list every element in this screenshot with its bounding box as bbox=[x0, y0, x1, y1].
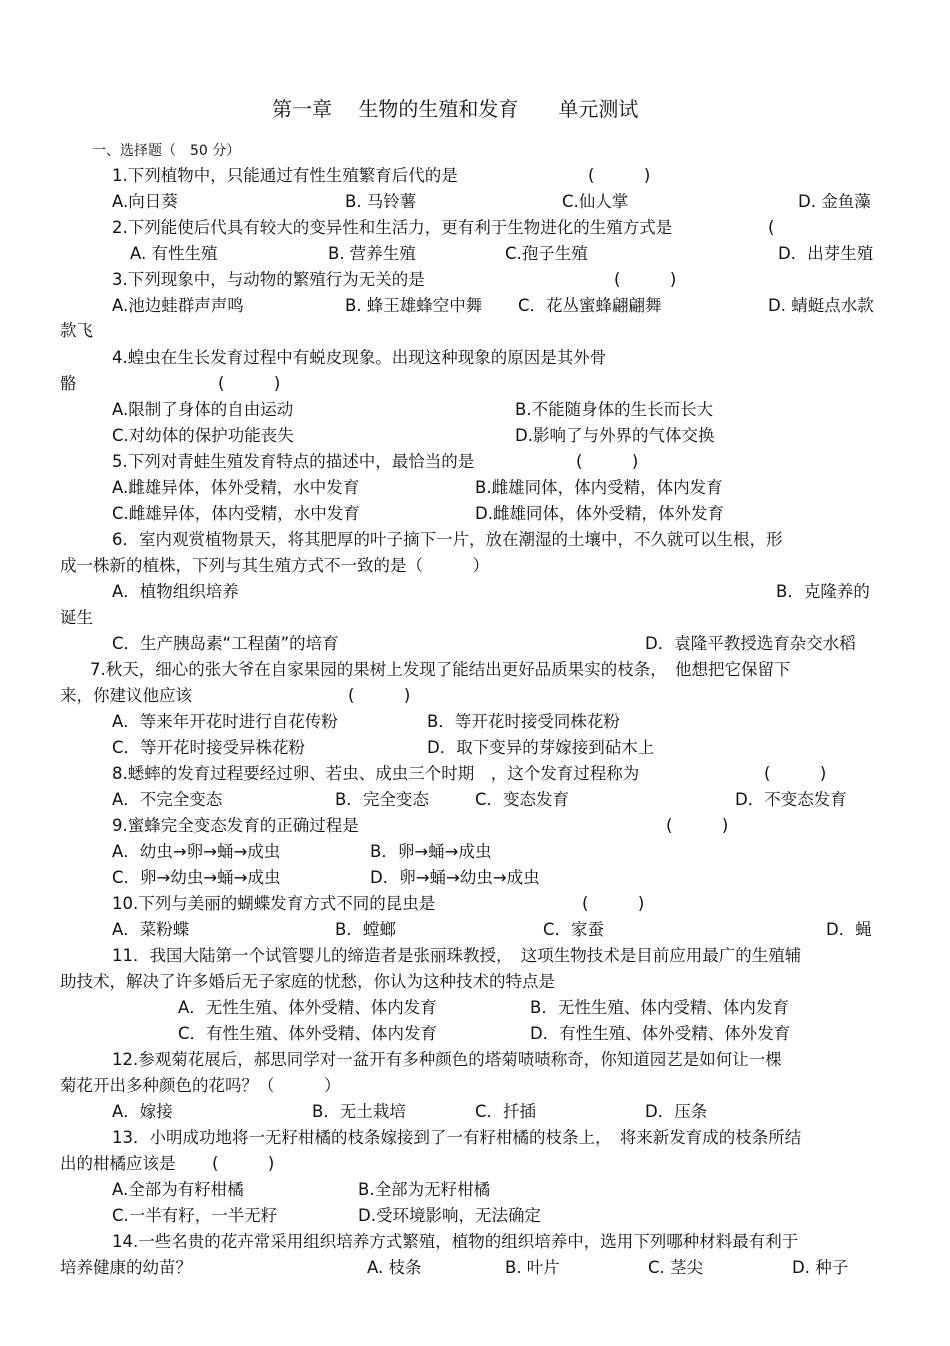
q6-option-c: C．生产胰岛素“工程菌”的培育 bbox=[112, 634, 339, 653]
q14-option-c: C. 茎尖 bbox=[648, 1258, 704, 1277]
q8-option-a: A．不完全变态 bbox=[112, 790, 223, 809]
q6-option-b-continued: 诞生 bbox=[60, 608, 93, 627]
q12-option-b: B．无土栽培 bbox=[312, 1102, 406, 1121]
q5-option-a: A.雌雄异体，体外受精，水中发育 bbox=[112, 478, 360, 497]
question-13-stem: 13．小明成功地将一无籽柑橘的枝条嫁接到了一有籽柑橘的枝条上， 将来新发育成的枝条所结 bbox=[112, 1128, 802, 1147]
q4-option-d: D.影响了与外界的气体交换 bbox=[515, 426, 715, 445]
q12-option-d: D．压条 bbox=[645, 1102, 708, 1121]
q5-option-b: B.雌雄同体，体内受精，体内发育 bbox=[475, 478, 723, 497]
q2-option-d: D．出芽生殖 bbox=[778, 244, 874, 263]
q7-option-c: C．等开花时接受异株花粉 bbox=[112, 738, 306, 757]
question-4-stem: 4.蝗虫在生长发育过程中有蜕皮现象。出现这种现象的原因是其外骨 bbox=[112, 348, 607, 367]
q8-option-b: B．完全变态 bbox=[335, 790, 429, 809]
question-1-stem: 1.下列植物中，只能通过有性生殖繁育后代的是 bbox=[112, 166, 458, 185]
q9-option-c: C．卵→幼虫→蛹→成虫 bbox=[112, 868, 281, 887]
q9-option-a: A．幼虫→卵→蛹→成虫 bbox=[112, 842, 281, 861]
question-9-stem: 9.蜜蜂完全变态发育的正确过程是 bbox=[112, 816, 359, 835]
q7-option-b: B．等开花时接受同株花粉 bbox=[427, 712, 620, 731]
q12-option-a: A．嫁接 bbox=[112, 1102, 173, 1121]
question-6-continued: 成一株新的植株，下列与其生殖方式不一致的是（ ） bbox=[60, 556, 489, 575]
question-2-paren: ( bbox=[768, 218, 775, 237]
q14-option-a: A. 枝条 bbox=[367, 1258, 422, 1277]
q11-option-a: A．无性生殖、体外受精、体内发育 bbox=[178, 998, 437, 1017]
question-13-continued: 出的柑橘应该是 bbox=[60, 1154, 176, 1173]
q4-option-b: B.不能随身体的生长而长大 bbox=[515, 400, 714, 419]
q13-option-c: C.一半有籽，一半无籽 bbox=[112, 1206, 278, 1225]
q10-option-d: D．蝇 bbox=[826, 920, 872, 939]
q11-option-d: D．有性生殖、体外受精、体外发育 bbox=[530, 1024, 791, 1043]
q2-option-b: B. 营养生殖 bbox=[328, 244, 416, 263]
q1-option-d: D. 金鱼藻 bbox=[798, 192, 871, 211]
q10-option-a: A．菜粉蝶 bbox=[112, 920, 190, 939]
question-2-stem: 2.下列能使后代具有较大的变异性和生活力，更有利于生物进化的生殖方式是 bbox=[112, 218, 673, 237]
q3-option-b: B. 蜂王雄蜂空中舞 bbox=[345, 296, 483, 315]
question-6-stem: 6．室内观赏植物景天，将其肥厚的叶子摘下一片，放在潮湿的土壤中，不久就可以生根，形 bbox=[112, 530, 783, 549]
q3-option-d: D. 蜻蜓点水款 bbox=[768, 296, 874, 315]
q1-option-a: A.向日葵 bbox=[112, 192, 178, 211]
q7-option-a: A．等来年开花时进行自花传粉 bbox=[112, 712, 338, 731]
q3-option-c: C．花丛蜜蜂翩翩舞 bbox=[518, 296, 662, 315]
q11-option-c: C．有性生殖、体外受精、体内发育 bbox=[178, 1024, 438, 1043]
question-3-paren: ( ) bbox=[614, 270, 677, 289]
q8-option-c: C．变态发育 bbox=[475, 790, 570, 809]
q6-option-b: B．克隆养的 bbox=[776, 582, 870, 601]
question-1-paren: ( ) bbox=[588, 166, 651, 185]
question-7-continued: 来，你建议他应该 bbox=[60, 686, 192, 705]
question-3-stem: 3.下列现象中，与动物的繁殖行为无关的是 bbox=[112, 270, 425, 289]
question-4-continued: 骼 bbox=[60, 374, 77, 393]
question-14-stem: 14.一些名贵的花卉常采用组织培养方式繁殖，植物的组织培养中，选用下列哪种材料最有利于 bbox=[112, 1232, 799, 1251]
question-5-stem: 5.下列对青蛙生殖发育特点的描述中，最恰当的是 bbox=[112, 452, 475, 471]
question-7-paren: ( ) bbox=[348, 686, 411, 705]
q1-option-b: B. 马铃薯 bbox=[345, 192, 417, 211]
question-8-paren: ( ) bbox=[764, 764, 827, 783]
q12-option-c: C．扦插 bbox=[475, 1102, 537, 1121]
q2-option-c: C.孢子生殖 bbox=[505, 244, 588, 263]
q6-option-d: D．袁隆平教授选育杂交水稻 bbox=[645, 634, 856, 653]
section-heading: 一、选择题（ 50 分） bbox=[92, 143, 241, 159]
q5-option-d: D.雌雄同体，体外受精，体外发育 bbox=[475, 504, 724, 523]
question-10-stem: 10.下列与美丽的蝴蝶发育方式不同的昆虫是 bbox=[112, 894, 436, 913]
q14-option-b: B. 叶片 bbox=[505, 1258, 560, 1277]
question-4-paren: ( ) bbox=[218, 374, 281, 393]
question-5-paren: ( ) bbox=[576, 452, 639, 471]
q9-option-b: B．卵→蛹→成虫 bbox=[370, 842, 492, 861]
q14-option-d: D. 种子 bbox=[792, 1258, 849, 1277]
question-13-paren: ( ) bbox=[212, 1154, 275, 1173]
q5-option-c: C.雌雄异体，体内受精，水中发育 bbox=[112, 504, 360, 523]
q6-option-a: A．植物组织培养 bbox=[112, 582, 239, 601]
question-12-continued: 菊花开出多种颜色的花吗？（ ） bbox=[60, 1076, 341, 1095]
question-12-stem: 12.参观菊花展后，郝思同学对一盆开有多种颜色的塔菊啧啧称奇，你知道园艺是如何让一棵 bbox=[112, 1050, 782, 1069]
question-11-stem: 11．我国大陆第一个试管婴儿的缔造者是张丽珠教授， 这项生物技术是目前应用最广的生殖辅 bbox=[112, 946, 802, 965]
q10-option-c: C．家蚕 bbox=[543, 920, 605, 939]
q13-option-b: B.全部为无籽柑橘 bbox=[358, 1180, 491, 1199]
q8-option-d: D．不变态发育 bbox=[735, 790, 847, 809]
q4-option-a: A.限制了身体的自由运动 bbox=[112, 400, 294, 419]
q4-option-c: C.对幼体的保护功能丧失 bbox=[112, 426, 294, 445]
question-9-paren: ( ) bbox=[666, 816, 729, 835]
q13-option-a: A.全部为有籽柑橘 bbox=[112, 1180, 244, 1199]
q1-option-c: C.仙人掌 bbox=[562, 192, 629, 211]
q11-option-b: B．无性生殖、体内受精、体内发育 bbox=[530, 998, 789, 1017]
question-10-paren: ( ) bbox=[582, 894, 645, 913]
q2-option-a: A. 有性生殖 bbox=[130, 244, 218, 263]
q9-option-d: D．卵→蛹→幼虫→成虫 bbox=[370, 868, 540, 887]
question-8-stem: 8.蟋蟀的发育过程要经过卵、若虫、成虫三个时期 ，这个发育过程称为 bbox=[112, 764, 640, 783]
q3-option-a: A.池边蛙群声声鸣 bbox=[112, 296, 244, 315]
q7-option-d: D．取下变异的芽嫁接到砧木上 bbox=[427, 738, 655, 757]
page-title: 第一章 生物的生殖和发育 单元测试 bbox=[272, 97, 639, 121]
q13-option-d: D.受环境影响，无法确定 bbox=[358, 1206, 541, 1225]
q3-option-d-continued: 款飞 bbox=[60, 321, 93, 340]
question-14-continued: 培养健康的幼苗？ bbox=[60, 1258, 192, 1277]
q10-option-b: B．螳螂 bbox=[335, 920, 396, 939]
question-7-stem: 7.秋天，细心的张大爷在自家果园的果树上发现了能结出更好品质果实的枝条， 他想把它保留下 bbox=[90, 660, 791, 679]
question-11-continued: 助技术，解决了许多婚后无子家庭的忧愁，你认为这种技术的特点是 bbox=[60, 972, 555, 991]
